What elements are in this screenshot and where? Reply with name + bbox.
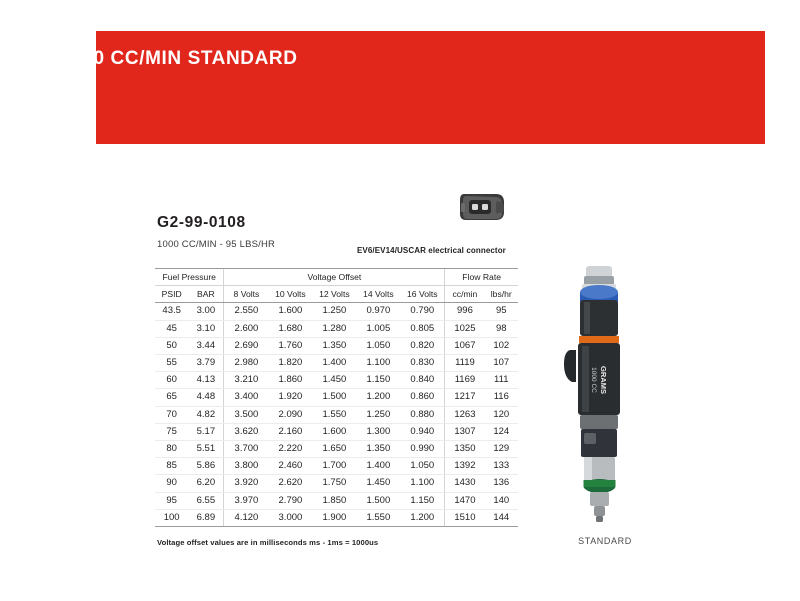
injector-connector-icon: [452, 178, 512, 238]
cell-bar: 3.00: [188, 303, 224, 320]
cell-lbshr: 102: [485, 337, 518, 354]
cell-16v: 0.805: [400, 320, 444, 337]
cell-psid: 70: [155, 406, 188, 423]
cell-12v: 1.400: [312, 355, 356, 372]
column-header-ccmin: cc/min: [445, 286, 485, 303]
cell-16v: 0.880: [400, 406, 444, 423]
cell-bar: 3.79: [188, 355, 224, 372]
cell-ccmin: 1025: [445, 320, 485, 337]
cell-10v: 2.220: [268, 441, 312, 458]
cell-16v: 0.990: [400, 441, 444, 458]
cell-bar: 6.89: [188, 509, 224, 526]
cell-lbshr: 140: [485, 492, 518, 509]
cell-12v: 1.650: [312, 441, 356, 458]
table-row: [155, 492, 518, 509]
cell-10v: 1.680: [268, 320, 312, 337]
cell-16v: 1.150: [400, 492, 444, 509]
part-subtitle: 1000 CC/MIN - 95 LBS/HR: [157, 239, 276, 250]
cell-12v: 1.280: [312, 320, 356, 337]
cell-ccmin: 1169: [445, 372, 485, 389]
cell-12v: 1.250: [312, 303, 356, 320]
table-row: [155, 337, 518, 354]
cell-bar: 3.10: [188, 320, 224, 337]
cell-10v: 1.860: [268, 372, 312, 389]
connector-image: [452, 178, 512, 238]
cell-bar: 4.13: [188, 372, 224, 389]
cell-ccmin: 1392: [445, 458, 485, 475]
svg-text:1000 CC: 1000 CC: [590, 367, 597, 393]
cell-ccmin: 1067: [445, 337, 485, 354]
cell-psid: 80: [155, 441, 188, 458]
fuel-injector-icon: [540, 262, 660, 532]
cell-lbshr: 129: [485, 441, 518, 458]
cell-psid: 65: [155, 389, 188, 406]
cell-14v: 0.970: [356, 303, 400, 320]
cell-12v: 1.450: [312, 372, 356, 389]
cell-psid: 90: [155, 475, 188, 492]
cell-14v: 1.300: [356, 423, 400, 440]
column-header-psid: PSID: [155, 286, 188, 303]
table-row: [155, 441, 518, 458]
cell-14v: 1.350: [356, 441, 400, 458]
cell-bar: 4.82: [188, 406, 224, 423]
table-row: [155, 355, 518, 372]
table-row: [155, 406, 518, 423]
page-title: 1000 CC/MIN STANDARD: [60, 48, 298, 69]
cell-bar: 6.55: [188, 492, 224, 509]
cell-10v: 1.760: [268, 337, 312, 354]
table-group-header-row: [155, 269, 518, 286]
cell-12v: 1.900: [312, 509, 356, 526]
cell-lbshr: 116: [485, 389, 518, 406]
cell-8v: 3.800: [224, 458, 268, 475]
cell-10v: 2.460: [268, 458, 312, 475]
column-header-16-volts: 16 Volts: [400, 286, 444, 303]
cell-ccmin: 1350: [445, 441, 485, 458]
cell-8v: 2.550: [224, 303, 268, 320]
part-number: G2-99-0108: [157, 214, 246, 231]
cell-bar: 4.48: [188, 389, 224, 406]
table-row: [155, 475, 518, 492]
cell-psid: 60: [155, 372, 188, 389]
cell-10v: 3.000: [268, 509, 312, 526]
column-header-12-volts: 12 Volts: [312, 286, 356, 303]
cell-bar: 5.17: [188, 423, 224, 440]
cell-14v: 1.500: [356, 492, 400, 509]
group-header-voltage-offset: Voltage Offset: [224, 269, 445, 286]
cell-10v: 2.620: [268, 475, 312, 492]
cell-ccmin: 1307: [445, 423, 485, 440]
cell-lbshr: 133: [485, 458, 518, 475]
cell-ccmin: 1510: [445, 509, 485, 526]
cell-lbshr: 120: [485, 406, 518, 423]
cell-10v: 1.820: [268, 355, 312, 372]
cell-16v: 1.200: [400, 509, 444, 526]
column-header-lbshr: lbs/hr: [485, 286, 518, 303]
cell-14v: 1.100: [356, 355, 400, 372]
cell-8v: 3.700: [224, 441, 268, 458]
cell-14v: 1.005: [356, 320, 400, 337]
cell-16v: 0.840: [400, 372, 444, 389]
cell-16v: 0.790: [400, 303, 444, 320]
injector-caption: STANDARD: [578, 536, 632, 546]
cell-ccmin: 996: [445, 303, 485, 320]
table-row: [155, 423, 518, 440]
column-header-bar: BAR: [188, 286, 224, 303]
column-header-14-volts: 14 Volts: [356, 286, 400, 303]
column-header-8-volts: 8 Volts: [224, 286, 268, 303]
cell-14v: 1.400: [356, 458, 400, 475]
cell-8v: 2.980: [224, 355, 268, 372]
cell-lbshr: 111: [485, 372, 518, 389]
cell-14v: 1.150: [356, 372, 400, 389]
cell-psid: 100: [155, 509, 188, 526]
column-header-10-volts: 10 Volts: [268, 286, 312, 303]
cell-14v: 1.050: [356, 337, 400, 354]
cell-ccmin: 1263: [445, 406, 485, 423]
cell-psid: 95: [155, 492, 188, 509]
cell-12v: 1.350: [312, 337, 356, 354]
spec-table: [155, 268, 518, 527]
cell-8v: 3.400: [224, 389, 268, 406]
cell-16v: 0.860: [400, 389, 444, 406]
group-header-fuel-pressure: Fuel Pressure: [155, 269, 224, 286]
cell-psid: 45: [155, 320, 188, 337]
cell-14v: 1.200: [356, 389, 400, 406]
table-row: [155, 320, 518, 337]
cell-16v: 0.830: [400, 355, 444, 372]
cell-16v: 1.050: [400, 458, 444, 475]
spec-table-container: [155, 268, 518, 527]
cell-ccmin: 1119: [445, 355, 485, 372]
cell-12v: 1.850: [312, 492, 356, 509]
cell-lbshr: 136: [485, 475, 518, 492]
cell-8v: 2.690: [224, 337, 268, 354]
cell-14v: 1.550: [356, 509, 400, 526]
cell-8v: 3.500: [224, 406, 268, 423]
product-info: [157, 214, 275, 250]
cell-8v: 4.120: [224, 509, 268, 526]
table-row: [155, 303, 518, 320]
cell-psid: 50: [155, 337, 188, 354]
cell-lbshr: 98: [485, 320, 518, 337]
svg-text:GRAMS: GRAMS: [599, 366, 608, 394]
cell-8v: 3.920: [224, 475, 268, 492]
cell-14v: 1.450: [356, 475, 400, 492]
spec-table-body: [155, 303, 518, 527]
cell-12v: 1.600: [312, 423, 356, 440]
cell-lbshr: 144: [485, 509, 518, 526]
cell-ccmin: 1430: [445, 475, 485, 492]
cell-ccmin: 1217: [445, 389, 485, 406]
cell-10v: 2.790: [268, 492, 312, 509]
cell-10v: 1.600: [268, 303, 312, 320]
connector-caption: EV6/EV14/USCAR electrical connector: [357, 246, 506, 255]
cell-bar: 5.86: [188, 458, 224, 475]
cell-14v: 1.250: [356, 406, 400, 423]
footnote: Voltage offset values are in milliseconds ms - 1ms = 1000us: [157, 538, 379, 547]
cell-bar: 3.44: [188, 337, 224, 354]
cell-8v: 2.600: [224, 320, 268, 337]
cell-10v: 1.920: [268, 389, 312, 406]
cell-ccmin: 1470: [445, 492, 485, 509]
cell-12v: 1.700: [312, 458, 356, 475]
cell-16v: 1.100: [400, 475, 444, 492]
cell-8v: 3.620: [224, 423, 268, 440]
cell-16v: 0.940: [400, 423, 444, 440]
cell-bar: 6.20: [188, 475, 224, 492]
cell-10v: 2.090: [268, 406, 312, 423]
cell-10v: 2.160: [268, 423, 312, 440]
cell-8v: 3.970: [224, 492, 268, 509]
cell-12v: 1.750: [312, 475, 356, 492]
table-row: [155, 372, 518, 389]
cell-12v: 1.550: [312, 406, 356, 423]
cell-8v: 3.210: [224, 372, 268, 389]
cell-lbshr: 95: [485, 303, 518, 320]
table-row: [155, 458, 518, 475]
cell-12v: 1.500: [312, 389, 356, 406]
cell-lbshr: 124: [485, 423, 518, 440]
table-header-row: [155, 286, 518, 303]
cell-bar: 5.51: [188, 441, 224, 458]
table-row: [155, 509, 518, 526]
injector-image: [540, 262, 660, 532]
cell-psid: 75: [155, 423, 188, 440]
cell-16v: 0.820: [400, 337, 444, 354]
cell-psid: 85: [155, 458, 188, 475]
table-row: [155, 389, 518, 406]
cell-psid: 43.5: [155, 303, 188, 320]
cell-psid: 55: [155, 355, 188, 372]
group-header-flow-rate: Flow Rate: [445, 269, 518, 286]
cell-lbshr: 107: [485, 355, 518, 372]
